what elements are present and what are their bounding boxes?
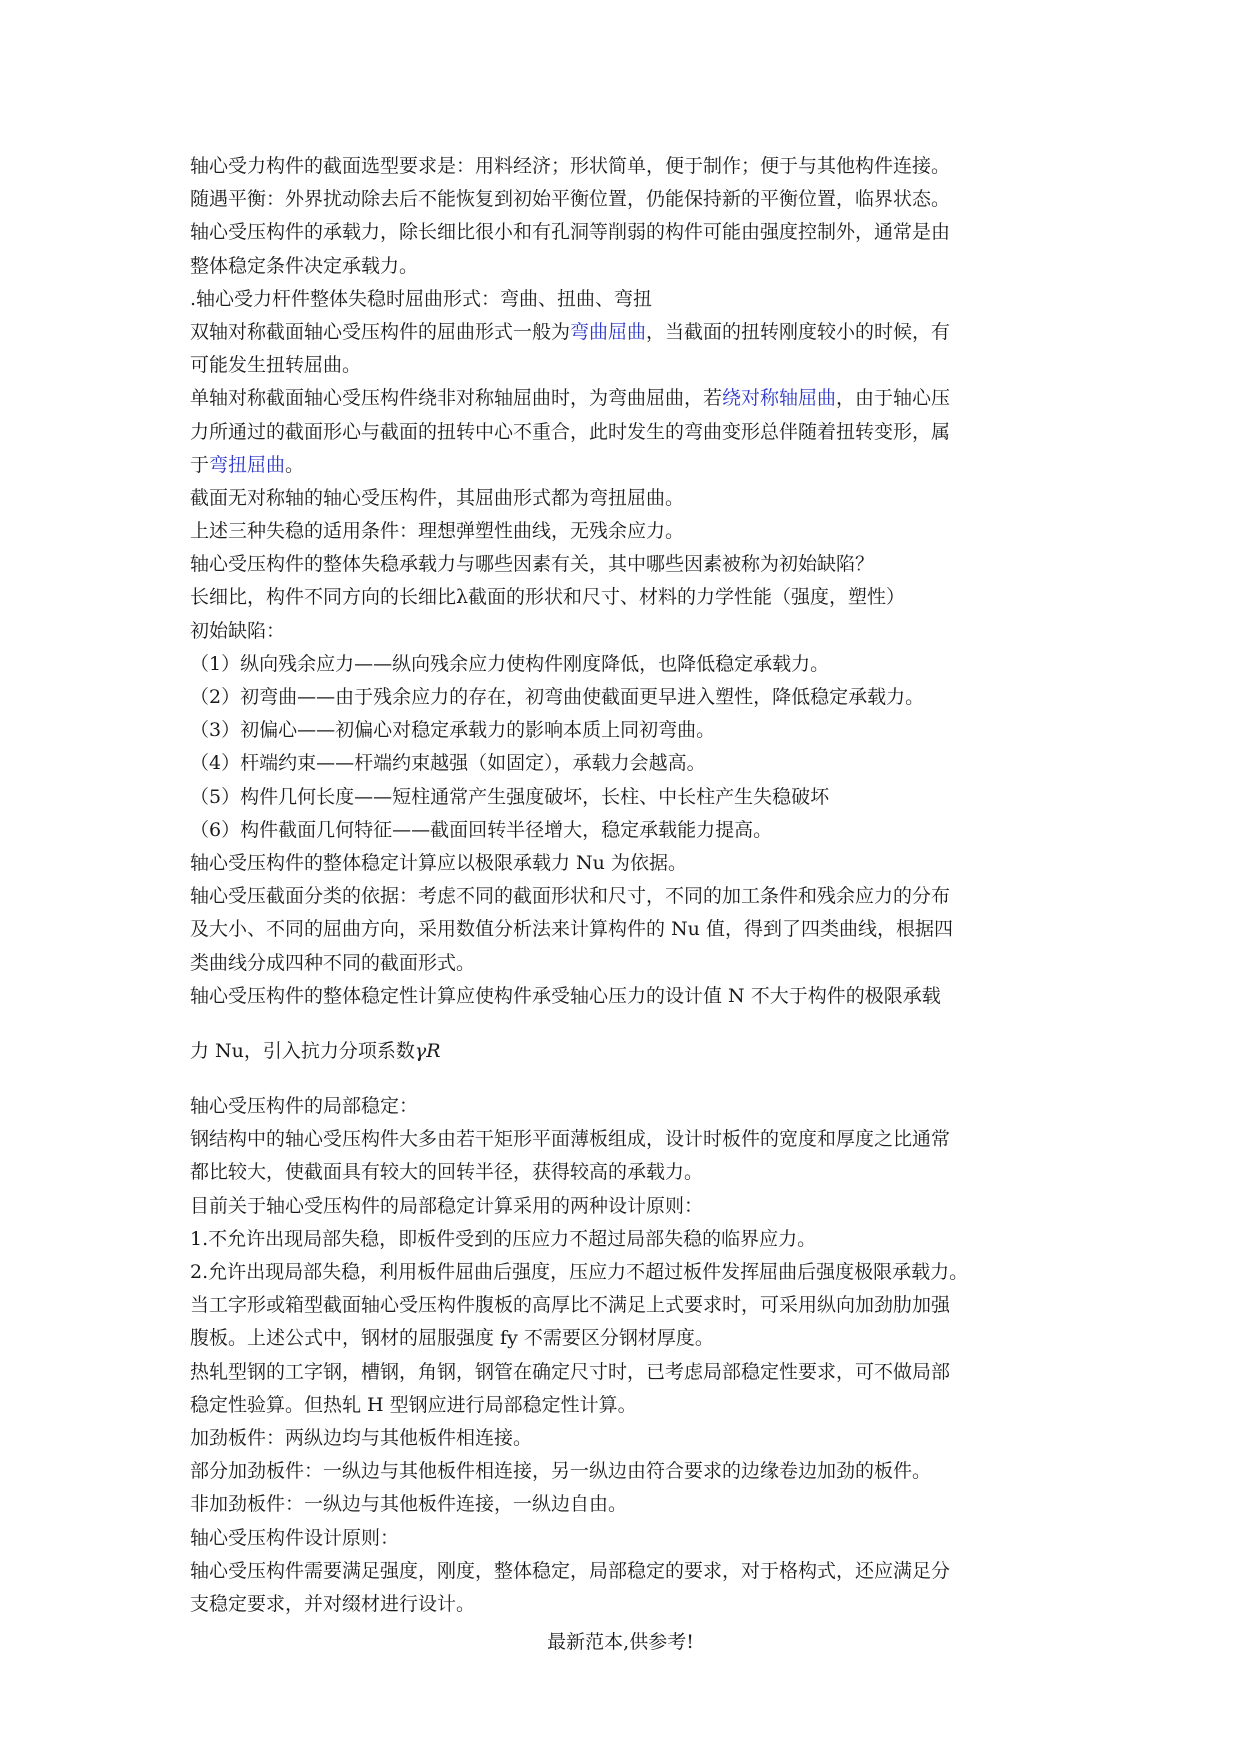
paragraph-line: 上述三种失稳的适用条件：理想弹塑性曲线，无残余应力。 <box>190 520 685 543</box>
list-item: 1.不允许出现局部失稳，即板件受到的压应力不超过局部失稳的临界应力。 <box>190 1227 817 1250</box>
list-item: （3）初偏心——初偏心对稳定承载力的影响本质上同初弯曲。 <box>190 719 716 742</box>
paragraph-line: .轴心受力杆件整体失稳时屈曲形式：弯曲、扭曲、弯扭 <box>190 287 653 310</box>
link-flexural-buckling[interactable]: 弯曲屈曲 <box>570 320 647 343</box>
text-span: 单轴对称截面轴心受压构件绕非对称轴屈曲时，为弯曲屈曲，若 <box>190 387 723 410</box>
text-span: 。 <box>285 453 305 476</box>
paragraph-line: 目前关于轴心受压构件的局部稳定计算采用的两种设计原则： <box>190 1194 704 1217</box>
list-item: （1）纵向残余应力——纵向残余应力使构件刚度降低，也降低稳定承载力。 <box>190 652 830 675</box>
paragraph-line: 轴心受压截面分类的依据：考虑不同的截面形状和尺寸，不同的加工条件和残余应力的分布 <box>190 885 951 908</box>
paragraph-line: 截面无对称轴的轴心受压构件，其屈曲形式都为弯扭屈曲。 <box>190 486 685 509</box>
paragraph-line: 轴心受压构件需要满足强度，刚度，整体稳定，局部稳定的要求，对于格构式，还应满足分 <box>190 1559 951 1582</box>
list-item: （6）构件截面几何特征——截面回转半径增大，稳定承载能力提高。 <box>190 818 773 841</box>
text-span: 力 Nu，引入抗力分项系数 <box>190 1039 415 1062</box>
paragraph-line: 热轧型钢的工字钢，槽钢，角钢，钢管在确定尺寸时，已考虑局部稳定性要求，可不做局部 <box>190 1360 951 1383</box>
paragraph-line: 轴心受压构件的整体稳定性计算应使构件承受轴心压力的设计值 N 不大于构件的极限承载 <box>190 984 941 1007</box>
page-footer: 最新范本,供参考! <box>547 1631 694 1653</box>
section-heading: 轴心受压构件设计原则： <box>190 1526 400 1549</box>
paragraph-line: 部分加劲板件：一纵边与其他板件相连接，另一纵边由符合要求的边缘卷边加劲的板件。 <box>190 1460 932 1483</box>
paragraph-line: 腹板。上述公式中，钢材的屈服强度 fy 不需要区分钢材厚度。 <box>190 1327 714 1350</box>
spacer <box>190 1013 1060 1035</box>
paragraph-line: 轴心受压构件的整体稳定计算应以极限承载力 Nu 为依据。 <box>190 851 687 874</box>
paragraph-line: 轴心受压构件的承载力，除长细比很小和有孔洞等削弱的构件可能由强度控制外，通常是由 <box>190 221 951 244</box>
text-span: 于 <box>190 453 210 476</box>
paragraph-line: 初始缺陷： <box>190 619 286 642</box>
section-heading: 轴心受压构件的局部稳定： <box>190 1095 419 1118</box>
paragraph-line: 可能发生扭转屈曲。 <box>190 354 362 377</box>
paragraph-line: 非加劲板件：一纵边与其他板件连接，一纵边自由。 <box>190 1493 628 1516</box>
paragraph-line: 支稳定要求，并对缀材进行设计。 <box>190 1592 476 1615</box>
paragraph-line: 轴心受力构件的截面选型要求是：用料经济；形状简单，便于制作；便于与其他构件连接。 <box>190 155 951 177</box>
list-item: （5）构件几何长度——短柱通常产生强度破坏，长柱、中长柱产生失稳破坏 <box>190 785 830 808</box>
paragraph-line: 整体稳定条件决定承载力。 <box>190 254 419 277</box>
paragraph-line: 加劲板件：两纵边均与其他板件相连接。 <box>190 1426 533 1449</box>
spacer <box>190 1068 1060 1090</box>
paragraph-line: 轴心受压构件的整体失稳承载力与哪些因素有关，其中哪些因素被称为初始缺陷？ <box>190 553 875 576</box>
paragraph-line <box>190 382 1060 415</box>
paragraph-line: 长细比，构件不同方向的长细比λ截面的形状和尺寸、材料的力学性能（强度，塑性） <box>190 586 906 609</box>
text-span: ，当截面的扭转刚度较小的时候，有 <box>646 320 951 343</box>
paragraph-line: 当工字形或箱型截面轴心受压构件腹板的高厚比不满足上式要求时，可采用纵向加劲肋加强 <box>190 1294 951 1317</box>
text-span: 双轴对称截面轴心受压构件的屈曲形式一般为 <box>190 320 571 343</box>
paragraph-line <box>190 449 1060 482</box>
paragraph-line: 稳定性验算。但热轧 H 型钢应进行局部稳定性计算。 <box>190 1393 637 1416</box>
paragraph-line: 及大小、不同的屈曲方向，采用数值分析法来计算构件的 Nu 值，得到了四类曲线，根据四 <box>190 918 953 941</box>
list-item: 2.允许出现局部失稳，利用板件屈曲后强度，压应力不超过板件发挥屈曲后强度极限承载力。 <box>190 1261 969 1283</box>
list-item: （4）杆端约束——杆端约束越强（如固定），承载力会越高。 <box>190 752 706 775</box>
text-span: ，由于轴心压 <box>836 387 951 410</box>
link-symmetric-axis-buckling[interactable]: 绕对称轴屈曲 <box>722 387 837 410</box>
paragraph-line <box>190 1035 1060 1068</box>
paragraph-line: 力所通过的截面形心与截面的扭转中心不重合，此时发生的弯曲变形总伴随着扭转变形，属 <box>190 420 951 443</box>
paragraph-line: 类曲线分成四种不同的截面形式。 <box>190 951 476 974</box>
list-item: （2）初弯曲——由于残余应力的存在，初弯曲使截面更早进入塑性，降低稳定承载力。 <box>190 686 925 708</box>
paragraph-line: 钢结构中的轴心受压构件大多由若干矩形平面薄板组成，设计时板件的宽度和厚度之比通常 <box>190 1128 951 1151</box>
paragraph-line: 都比较大，使截面具有较大的回转半径，获得较高的承载力。 <box>190 1161 704 1184</box>
paragraph-line: 随遇平衡：外界扰动除去后不能恢复到初始平衡位置，仍能保持新的平衡位置，临界状态。 <box>190 188 951 211</box>
link-flexural-torsional-buckling[interactable]: 弯扭屈曲 <box>209 453 286 476</box>
document-body <box>190 150 1060 1621</box>
paragraph-line <box>190 316 1060 349</box>
gamma-r-symbol: γR <box>414 1039 441 1062</box>
